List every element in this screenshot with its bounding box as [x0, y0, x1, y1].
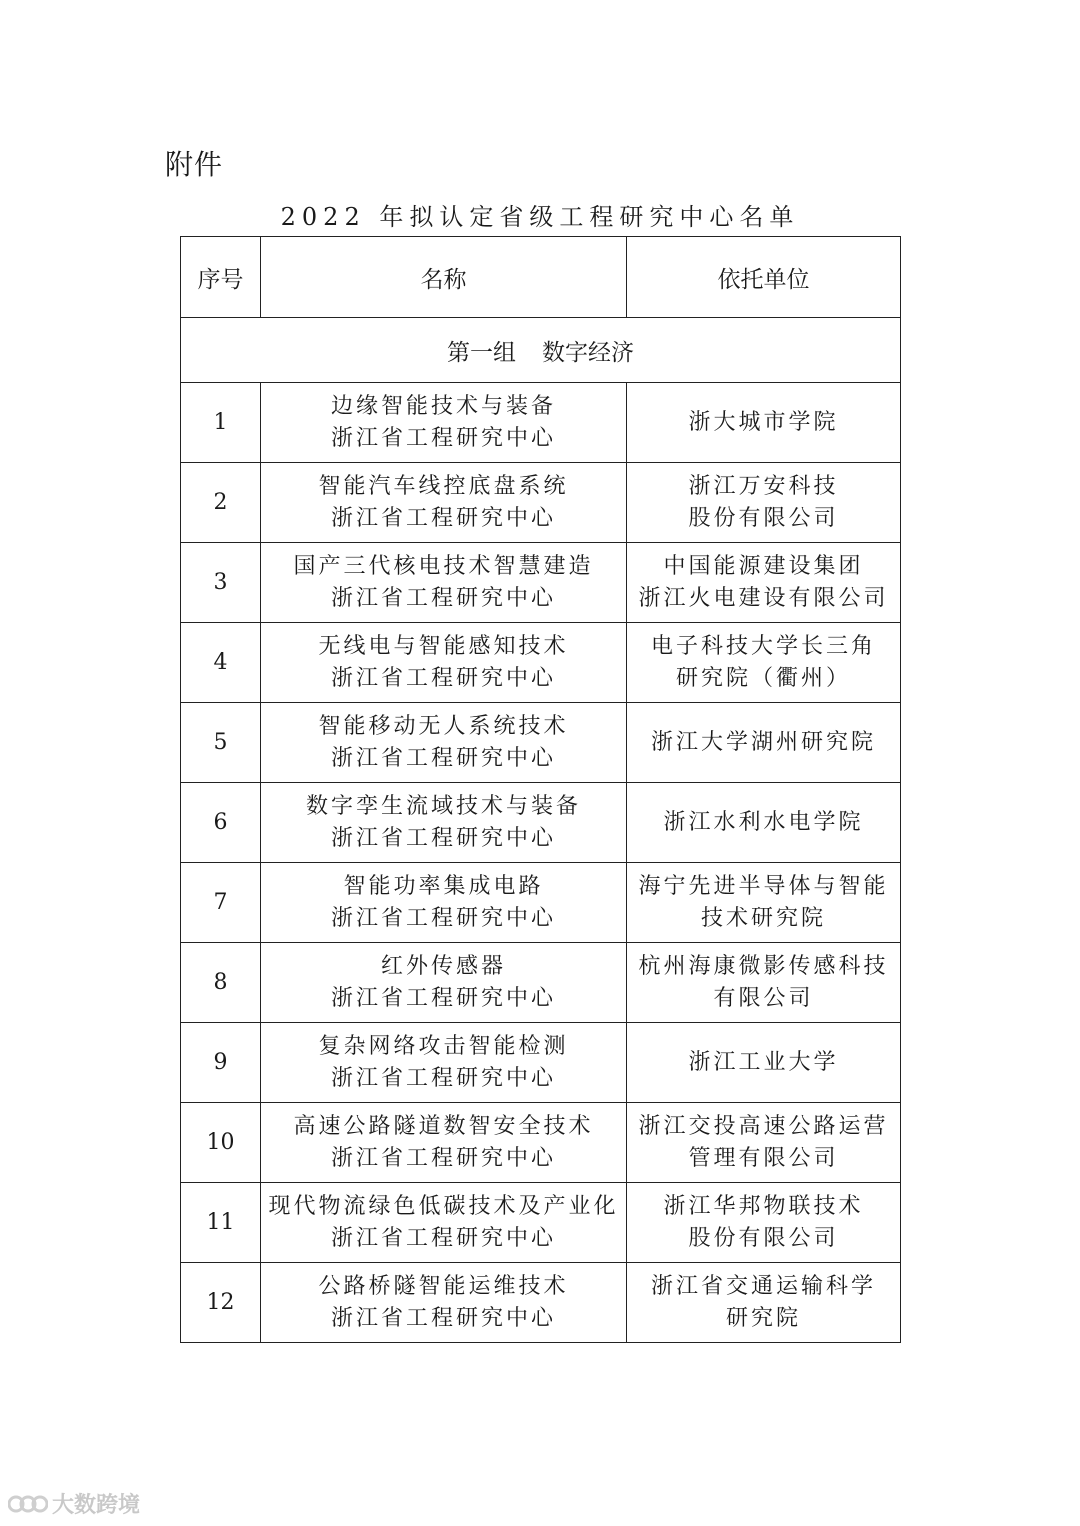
row-name [261, 1183, 627, 1263]
row-unit-line: 浙大城市学院 [688, 409, 839, 435]
row-name [261, 623, 627, 703]
row-unit-line: 海宁先进半导体与智能 [638, 873, 889, 899]
row-name-line: 智能汽车线控底盘系统 [318, 473, 569, 499]
row-unit-line: 中国能源建设集团 [663, 553, 864, 579]
row-unit-line: 股份有限公司 [688, 1225, 839, 1251]
row-index: 3 [181, 543, 261, 623]
row-unit [627, 783, 901, 863]
row-unit [627, 1263, 901, 1343]
row-name-line: 智能功率集成电路 [343, 873, 544, 899]
row-name-line: 智能移动无人系统技术 [318, 713, 569, 739]
row-unit-line: 浙江华邦物联技术 [663, 1193, 864, 1219]
row-name-line: 国产三代核电技术智慧建造 [293, 553, 594, 579]
group-name: 第一组 [447, 339, 516, 366]
page-title: 2022 年拟认定省级工程研究中心名单 [280, 203, 800, 231]
row-name-line: 浙江省工程研究中心 [330, 985, 556, 1011]
table-row [181, 863, 901, 943]
logo-icon [8, 1492, 48, 1516]
row-index: 12 [181, 1263, 261, 1343]
row-name [261, 863, 627, 943]
header-index: 序号 [181, 237, 261, 318]
row-name [261, 543, 627, 623]
row-name-line: 浙江省工程研究中心 [330, 1225, 556, 1251]
table-row [181, 623, 901, 703]
row-unit [627, 623, 901, 703]
row-name-line: 浙江省工程研究中心 [330, 825, 556, 851]
table-row [181, 383, 901, 463]
table-row [181, 1023, 901, 1103]
row-name-line: 浙江省工程研究中心 [330, 585, 556, 611]
row-index: 2 [181, 463, 261, 543]
row-name-line: 高速公路隧道数智安全技术 [293, 1113, 594, 1139]
row-unit [627, 1103, 901, 1183]
table-row [181, 1183, 901, 1263]
group-cell [181, 318, 901, 383]
row-unit [627, 863, 901, 943]
row-unit-line: 研究院（衢州） [675, 665, 851, 691]
row-name-line: 复杂网络攻击智能检测 [318, 1033, 569, 1059]
row-name [261, 783, 627, 863]
group-row [181, 318, 901, 383]
watermark-text: 大数跨境 [52, 1493, 141, 1518]
group-field: 数字经济 [542, 339, 634, 366]
row-name-line: 数字孪生流域技术与装备 [305, 793, 581, 819]
row-index: 5 [181, 703, 261, 783]
row-name-line: 浙江省工程研究中心 [330, 665, 556, 691]
row-name-line: 浙江省工程研究中心 [330, 1145, 556, 1171]
row-name [261, 1023, 627, 1103]
table-row [181, 543, 901, 623]
row-name-line: 浙江省工程研究中心 [330, 425, 556, 451]
header-name: 名称 [261, 237, 627, 318]
row-index: 7 [181, 863, 261, 943]
row-index: 6 [181, 783, 261, 863]
row-unit-line: 管理有限公司 [688, 1145, 839, 1171]
attachment-label: 附件 [165, 148, 224, 181]
row-name-line: 浙江省工程研究中心 [330, 745, 556, 771]
row-name-line: 浙江省工程研究中心 [330, 505, 556, 531]
row-index: 11 [181, 1183, 261, 1263]
table-row [181, 783, 901, 863]
row-unit [627, 383, 901, 463]
row-unit [627, 703, 901, 783]
table-row [181, 1263, 901, 1343]
row-unit [627, 943, 901, 1023]
row-name [261, 463, 627, 543]
row-unit-line: 浙江省交通运输科学 [650, 1273, 876, 1299]
row-name-line: 无线电与智能感知技术 [318, 633, 569, 659]
watermark [8, 1488, 140, 1519]
row-name-line: 边缘智能技术与装备 [330, 393, 556, 419]
row-index: 10 [181, 1103, 261, 1183]
header-unit: 依托单位 [627, 237, 901, 318]
row-unit-line: 研究院 [725, 1305, 801, 1331]
row-unit-line: 浙江万安科技 [688, 473, 839, 499]
row-unit [627, 543, 901, 623]
row-unit-line: 有限公司 [713, 985, 814, 1011]
row-unit-line: 浙江交投高速公路运营 [638, 1113, 889, 1139]
row-name-line: 红外传感器 [380, 953, 506, 979]
row-unit-line: 浙江大学湖州研究院 [650, 729, 876, 755]
row-index: 4 [181, 623, 261, 703]
row-name-line: 现代物流绿色低碳技术及产业化 [268, 1193, 619, 1219]
row-unit-line: 浙江火电建设有限公司 [638, 585, 889, 611]
row-name-line: 公路桥隧智能运维技术 [318, 1273, 569, 1299]
row-unit-line: 股份有限公司 [688, 505, 839, 531]
row-unit-line: 杭州海康微影传感科技 [638, 953, 889, 979]
row-unit-line: 浙江水利水电学院 [663, 809, 864, 835]
row-unit-line: 浙江工业大学 [688, 1049, 839, 1075]
table-row [181, 1103, 901, 1183]
row-unit-line: 电子科技大学长三角 [650, 633, 876, 659]
table-row [181, 943, 901, 1023]
row-name [261, 1103, 627, 1183]
center-list-table [180, 236, 901, 1343]
row-unit [627, 463, 901, 543]
row-index: 8 [181, 943, 261, 1023]
row-name [261, 943, 627, 1023]
table-row [181, 463, 901, 543]
row-unit-line: 技术研究院 [700, 905, 826, 931]
row-name [261, 1263, 627, 1343]
row-name-line: 浙江省工程研究中心 [330, 905, 556, 931]
table-row [181, 703, 901, 783]
row-unit [627, 1183, 901, 1263]
row-index: 1 [181, 383, 261, 463]
row-name [261, 383, 627, 463]
table-header-row [181, 237, 901, 318]
row-name-line: 浙江省工程研究中心 [330, 1065, 556, 1091]
row-name [261, 703, 627, 783]
row-name-line: 浙江省工程研究中心 [330, 1305, 556, 1331]
row-unit [627, 1023, 901, 1103]
row-index: 9 [181, 1023, 261, 1103]
